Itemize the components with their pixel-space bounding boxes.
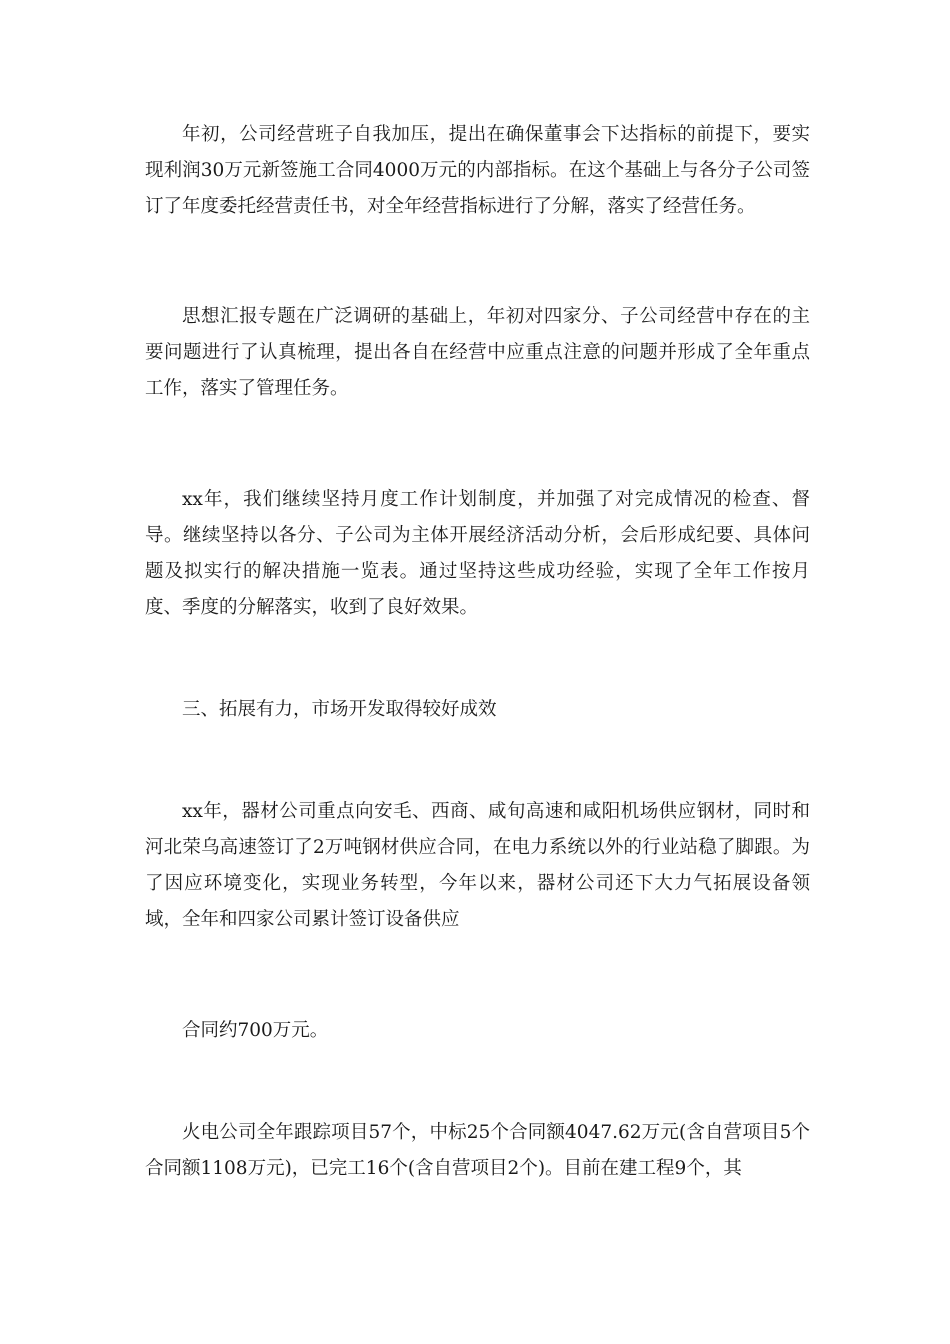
paragraph-equipment-company: xx年，器材公司重点向安毛、西商、咸旬高速和咸阳机场供应钢材，同时和河北荣乌高速签订了2万吨钢材供应合同，在电力系统以外的行业站稳了脚跟。为了因应环境变化，实现业务转型，今年以来，器材公司还下大力气拓展设备领域，全年和四家公司累计签订设备供应 [145,801,810,930]
paragraph-problem-review: 思想汇报专题在广泛调研的基础上，年初对四家分、子公司经营中存在的主要问题进行了认真梳理，提出各自在经营中应重点注意的问题并形成了全年重点工作，落实了管理任务。 [145,306,810,399]
paragraph-contract-amount: 合同约700万元。 [182,1020,329,1041]
paragraph-targets: 年初，公司经营班子自我加压，提出在确保董事会下达指标的前提下，要实现利润30万元新签施工合同4000万元的内部指标。在这个基础上与各分子公司签订了年度委托经营责任书，对全年经营指标进行了分解，落实了经营任务。 [145,124,810,217]
section-heading-market-expansion: 三、拓展有力，市场开发取得较好成效 [182,699,497,720]
paragraph-monthly-plan: xx年，我们继续坚持月度工作计划制度，并加强了对完成情况的检查、督导。继续坚持以各分、子公司为主体开展经济活动分析，会后形成纪要、具体问题及拟实行的解决措施一览表。通过坚持这些成功经验，实现了全年工作按月度、季度的分解落实，收到了良好效果。 [145,489,810,618]
paragraph-thermal-power-company: 火电公司全年跟踪项目57个，中标25个合同额4047.62万元(含自营项目5个合同额1108万元)，已完工16个(含自营项目2个)。目前在建工程9个，其 [145,1122,810,1179]
